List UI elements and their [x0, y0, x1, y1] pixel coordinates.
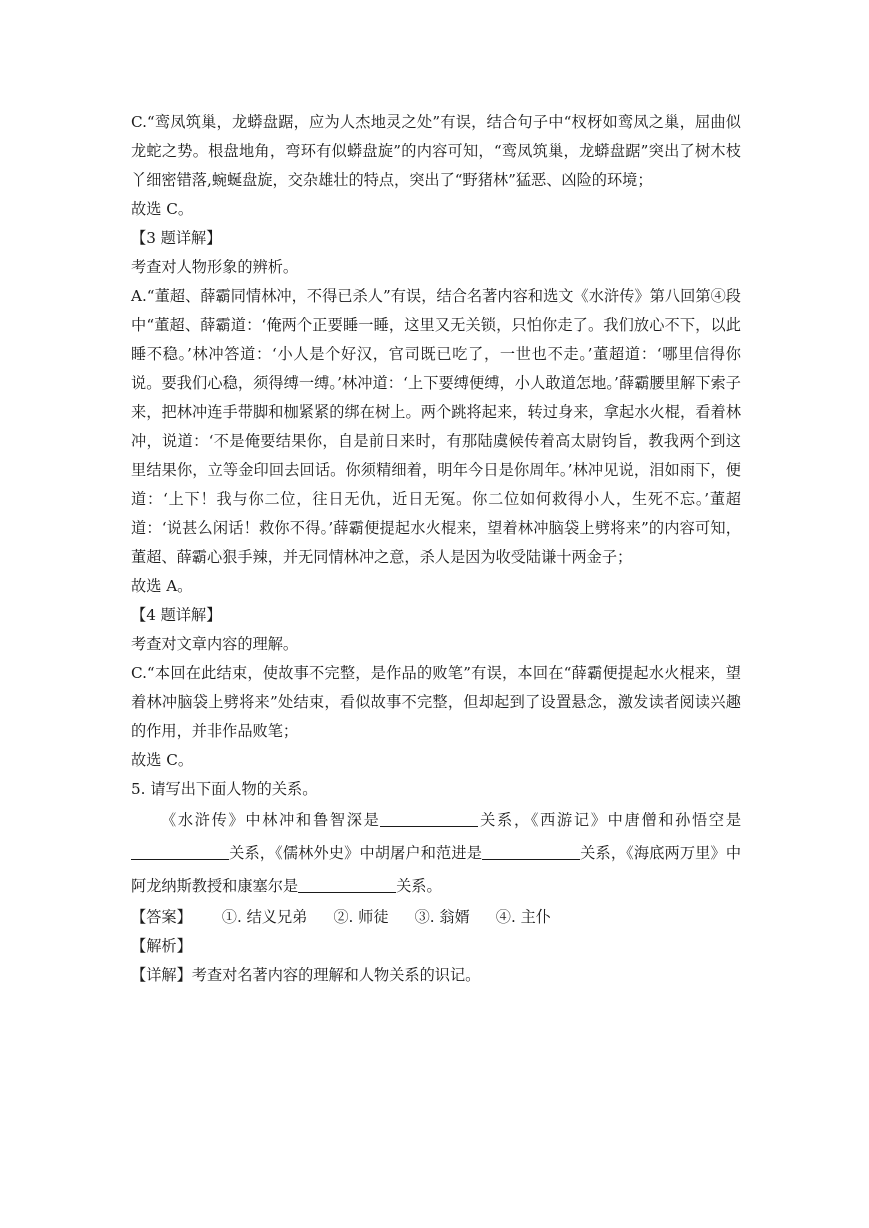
q5-answer-row [131, 903, 741, 932]
q3-choice: 故选 A。 [131, 577, 193, 595]
q3-header: 【3 题详解】 [131, 229, 222, 247]
q4-analysis-c: C.“本回在此结束，使故事不完整，是作品的败笔”有误，本回在“薛霸便提起水火棍来，望着林冲脑袋上劈将来”处结束，看似故事不完整，但却起到了设置悬念，激发读者阅读兴趣的作用，并非作品败笔； [131, 664, 741, 740]
q5-fill-part3: 关系，《儒林外史》中胡屠户和范进是 [229, 844, 483, 862]
answer-blank-2[interactable] [131, 843, 229, 860]
answer-blank-1[interactable] [380, 810, 478, 827]
q3-intro: 考查对人物形象的辨析。 [131, 258, 299, 276]
q2-analysis-c: C.“鸾凤筑巢，龙蟒盘踞，应为人杰地灵之处”有误，结合句子中“杈枒如鸾凤之巢，屈曲似龙蛇之势。根盘地角，弯环有似蟒盘旋”的内容可知，“鸾凤筑巢，龙蟒盘踞”突出了树木枝丫细密错落,蜿蜒盘旋，交杂雄壮的特点，突出了“野猪林”猛恶、凶险的环境； [131, 113, 741, 189]
q4-header: 【4 题详解】 [131, 606, 222, 624]
q5-detail: 【详解】考查对名著内容的理解和人物关系的识记。 [131, 966, 481, 984]
q4-intro: 考查对文章内容的理解。 [131, 635, 299, 653]
answer-blank-3[interactable] [482, 843, 580, 860]
answer-blank-4[interactable] [298, 876, 396, 893]
q5-fill-part5: 关系。 [396, 877, 442, 895]
q5-fill-part1: 《水浒传》中林冲和鲁智深是 [161, 811, 381, 829]
answer-option-4: ④. 主仆 [495, 908, 551, 926]
q5-stem: 5. 请写出下面人物的关系。 [131, 780, 318, 798]
answer-label: 【答案】 [131, 908, 192, 926]
q5-fill-part4: 关系，《海底两万里》中阿龙纳斯教授和康塞尔是 [131, 844, 742, 895]
answer-option-2: ②. 师徒 [333, 908, 389, 926]
answer-option-1: ①. 结义兄弟 [221, 908, 308, 926]
analysis-label: 【解析】 [131, 937, 192, 955]
q3-analysis-a: A.“董超、薛霸同情林冲，不得已杀人”有误，结合名著内容和选文《水浒传》第八回第④段中“董超、薛霸道：‘俺两个正要睡一睡，这里又无关锁，只怕你走了。我们放心不下，以此睡不稳。’林冲答道：‘小人是个好汉，官司既已吃了，一世也不走。’董超道：‘哪里信得你说。要我们心稳，须得缚一缚。’林冲道：‘上下要缚便缚，小人敢道怎地。’薛霸腰里解下索子来，把林冲连手带脚和枷紧紧的绑在树上。两个跳将起来，转过身来，拿起水火棍，看着林冲，说道：‘不是俺要结果你，自是前日来时，有那陆虞候传着高太尉钧旨，教我两个到这里结果你，立等金印回去回话。你须精细着，明年今日是你周年。’林冲见说，泪如雨下，便道：‘上下！我与你二位，往日无仇，近日无冤。你二位如何救得小人，生死不忘。’董超道：‘说甚么闲话！救你不得。’薛霸便提起水火棍来，望着林冲脑袋上劈将来”的内容可知，董超、薛霸心狠手辣，并无同情林冲之意，杀人是因为收受陆谦十两金子； [131, 287, 741, 566]
answer-option-3: ③. 翁婿 [414, 908, 470, 926]
document-page [131, 108, 741, 990]
q5-fill-paragraph [131, 804, 741, 903]
q2-choice: 故选 C。 [131, 200, 194, 218]
q5-fill-part2: 关系，《西游记》中唐僧和孙悟空是 [478, 811, 742, 829]
q4-choice: 故选 C。 [131, 751, 194, 769]
